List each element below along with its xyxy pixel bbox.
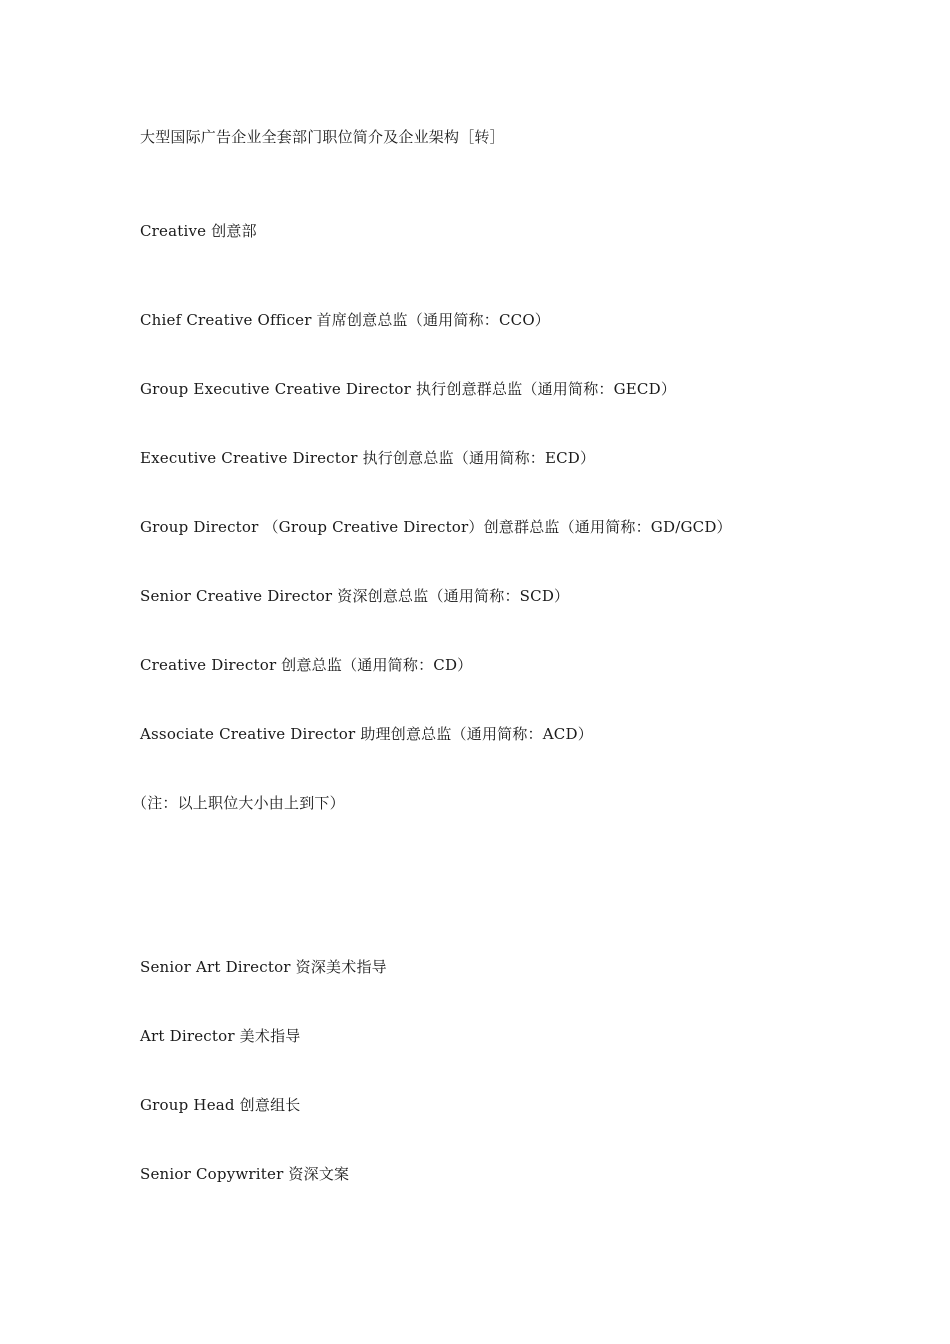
position-line: Chief Creative Officer 首席创意总监（通用简称：CCO）: [140, 311, 551, 329]
position-line: Creative Director 创意总监（通用简称：CD）: [140, 656, 473, 674]
position-line: Senior Copywriter 资深文案: [140, 1165, 350, 1183]
ranking-note: （注：以上职位大小由上到下）: [132, 794, 345, 812]
position-line: Art Director 美术指导: [140, 1027, 301, 1045]
position-line: Senior Creative Director 资深创意总监（通用简称：SCD）: [140, 587, 570, 605]
position-line: Associate Creative Director 助理创意总监（通用简称：ACD）: [140, 725, 593, 743]
position-line: Senior Art Director 资深美术指导: [140, 958, 387, 976]
position-line: Group Director （Group Creative Director）创意群总监（通用简称：GD/GCD）: [140, 518, 732, 536]
position-line: Group Executive Creative Director 执行创意群总监（通用简称：GECD）: [140, 380, 677, 398]
position-line: Group Head 创意组长: [140, 1096, 301, 1114]
document-title: 大型国际广告企业全套部门职位简介及企业架构［转］: [140, 128, 505, 146]
section-heading: Creative 创意部: [140, 222, 257, 240]
position-line: Executive Creative Director 执行创意总监（通用简称：ECD）: [140, 449, 596, 467]
